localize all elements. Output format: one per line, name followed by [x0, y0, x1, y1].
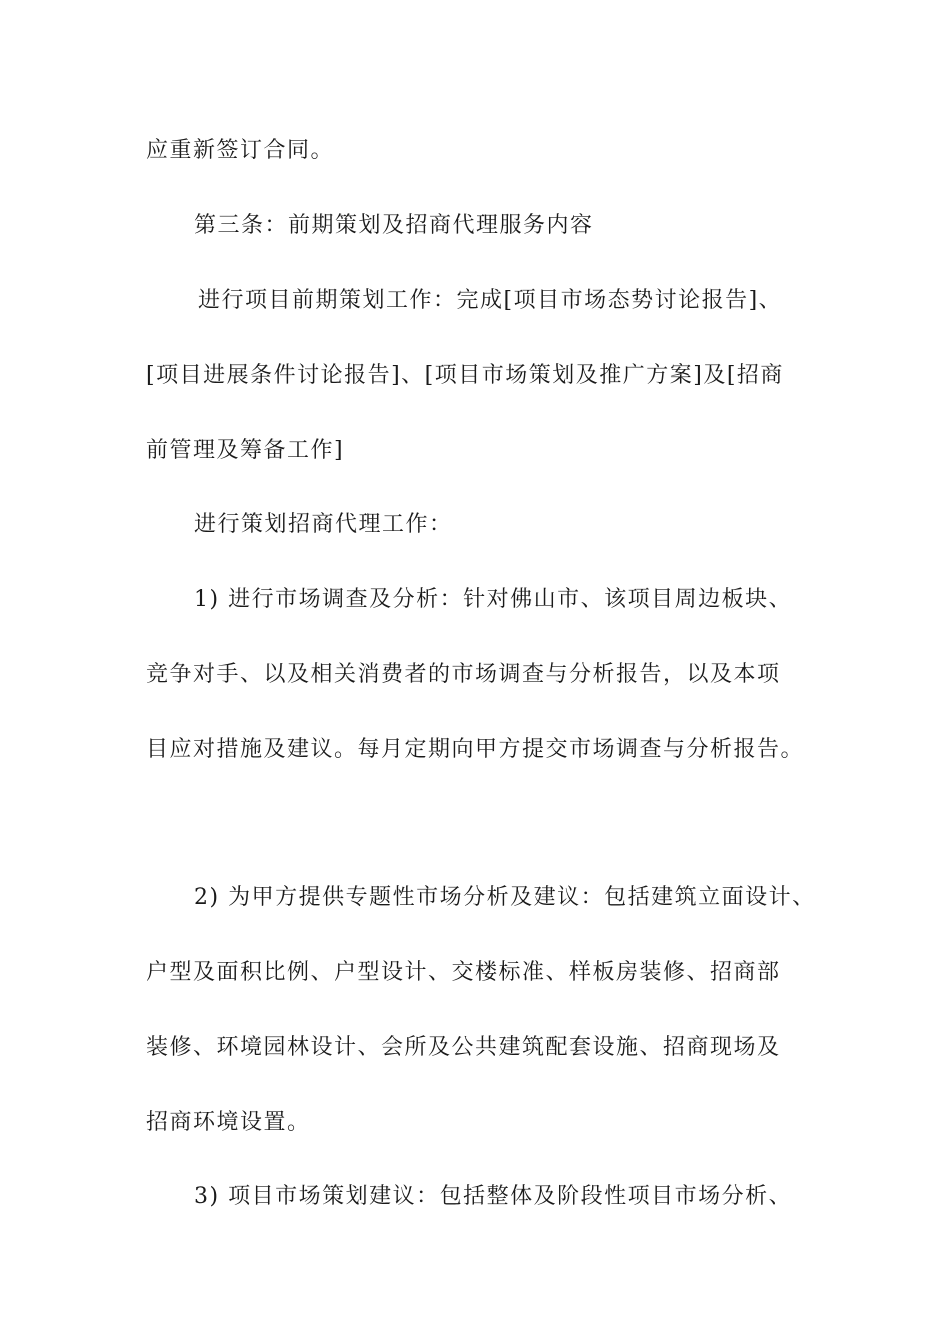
list-item-line: 装修、环境园林设计、会所及公共建筑配套设施、招商现场及	[146, 1035, 781, 1060]
paragraph-line: 进行策划招商代理工作：	[194, 512, 453, 537]
list-item-line: 3) 项目市场策划建议：包括整体及阶段性项目市场分析、	[194, 1184, 793, 1209]
paragraph-line: [项目进展条件讨论报告]、[项目市场策划及推广方案]及[招商	[146, 363, 784, 388]
paragraph-line: 进行项目前期策划工作：完成[项目市场态势讨论报告]、	[198, 288, 783, 313]
list-item-line: 目应对措施及建议。每月定期向甲方提交市场调查与分析报告。	[146, 737, 805, 762]
list-item-line: 2) 为甲方提供专题性市场分析及建议：包括建筑立面设计、	[194, 885, 816, 910]
list-item-line: 户型及面积比例、户型设计、交楼标准、样板房装修、招商部	[146, 960, 781, 985]
list-item-line: 竞争对手、以及相关消费者的市场调查与分析报告，以及本项	[146, 662, 781, 687]
paragraph-line: 前管理及筹备工作]	[146, 438, 345, 463]
list-item-line: 1) 进行市场调查及分析：针对佛山市、该项目周边板块、	[194, 587, 793, 612]
section-heading: 第三条：前期策划及招商代理服务内容	[194, 213, 594, 238]
list-item-line: 招商环境设置。	[146, 1110, 311, 1135]
paragraph-line: 应重新签订合同。	[146, 138, 335, 163]
